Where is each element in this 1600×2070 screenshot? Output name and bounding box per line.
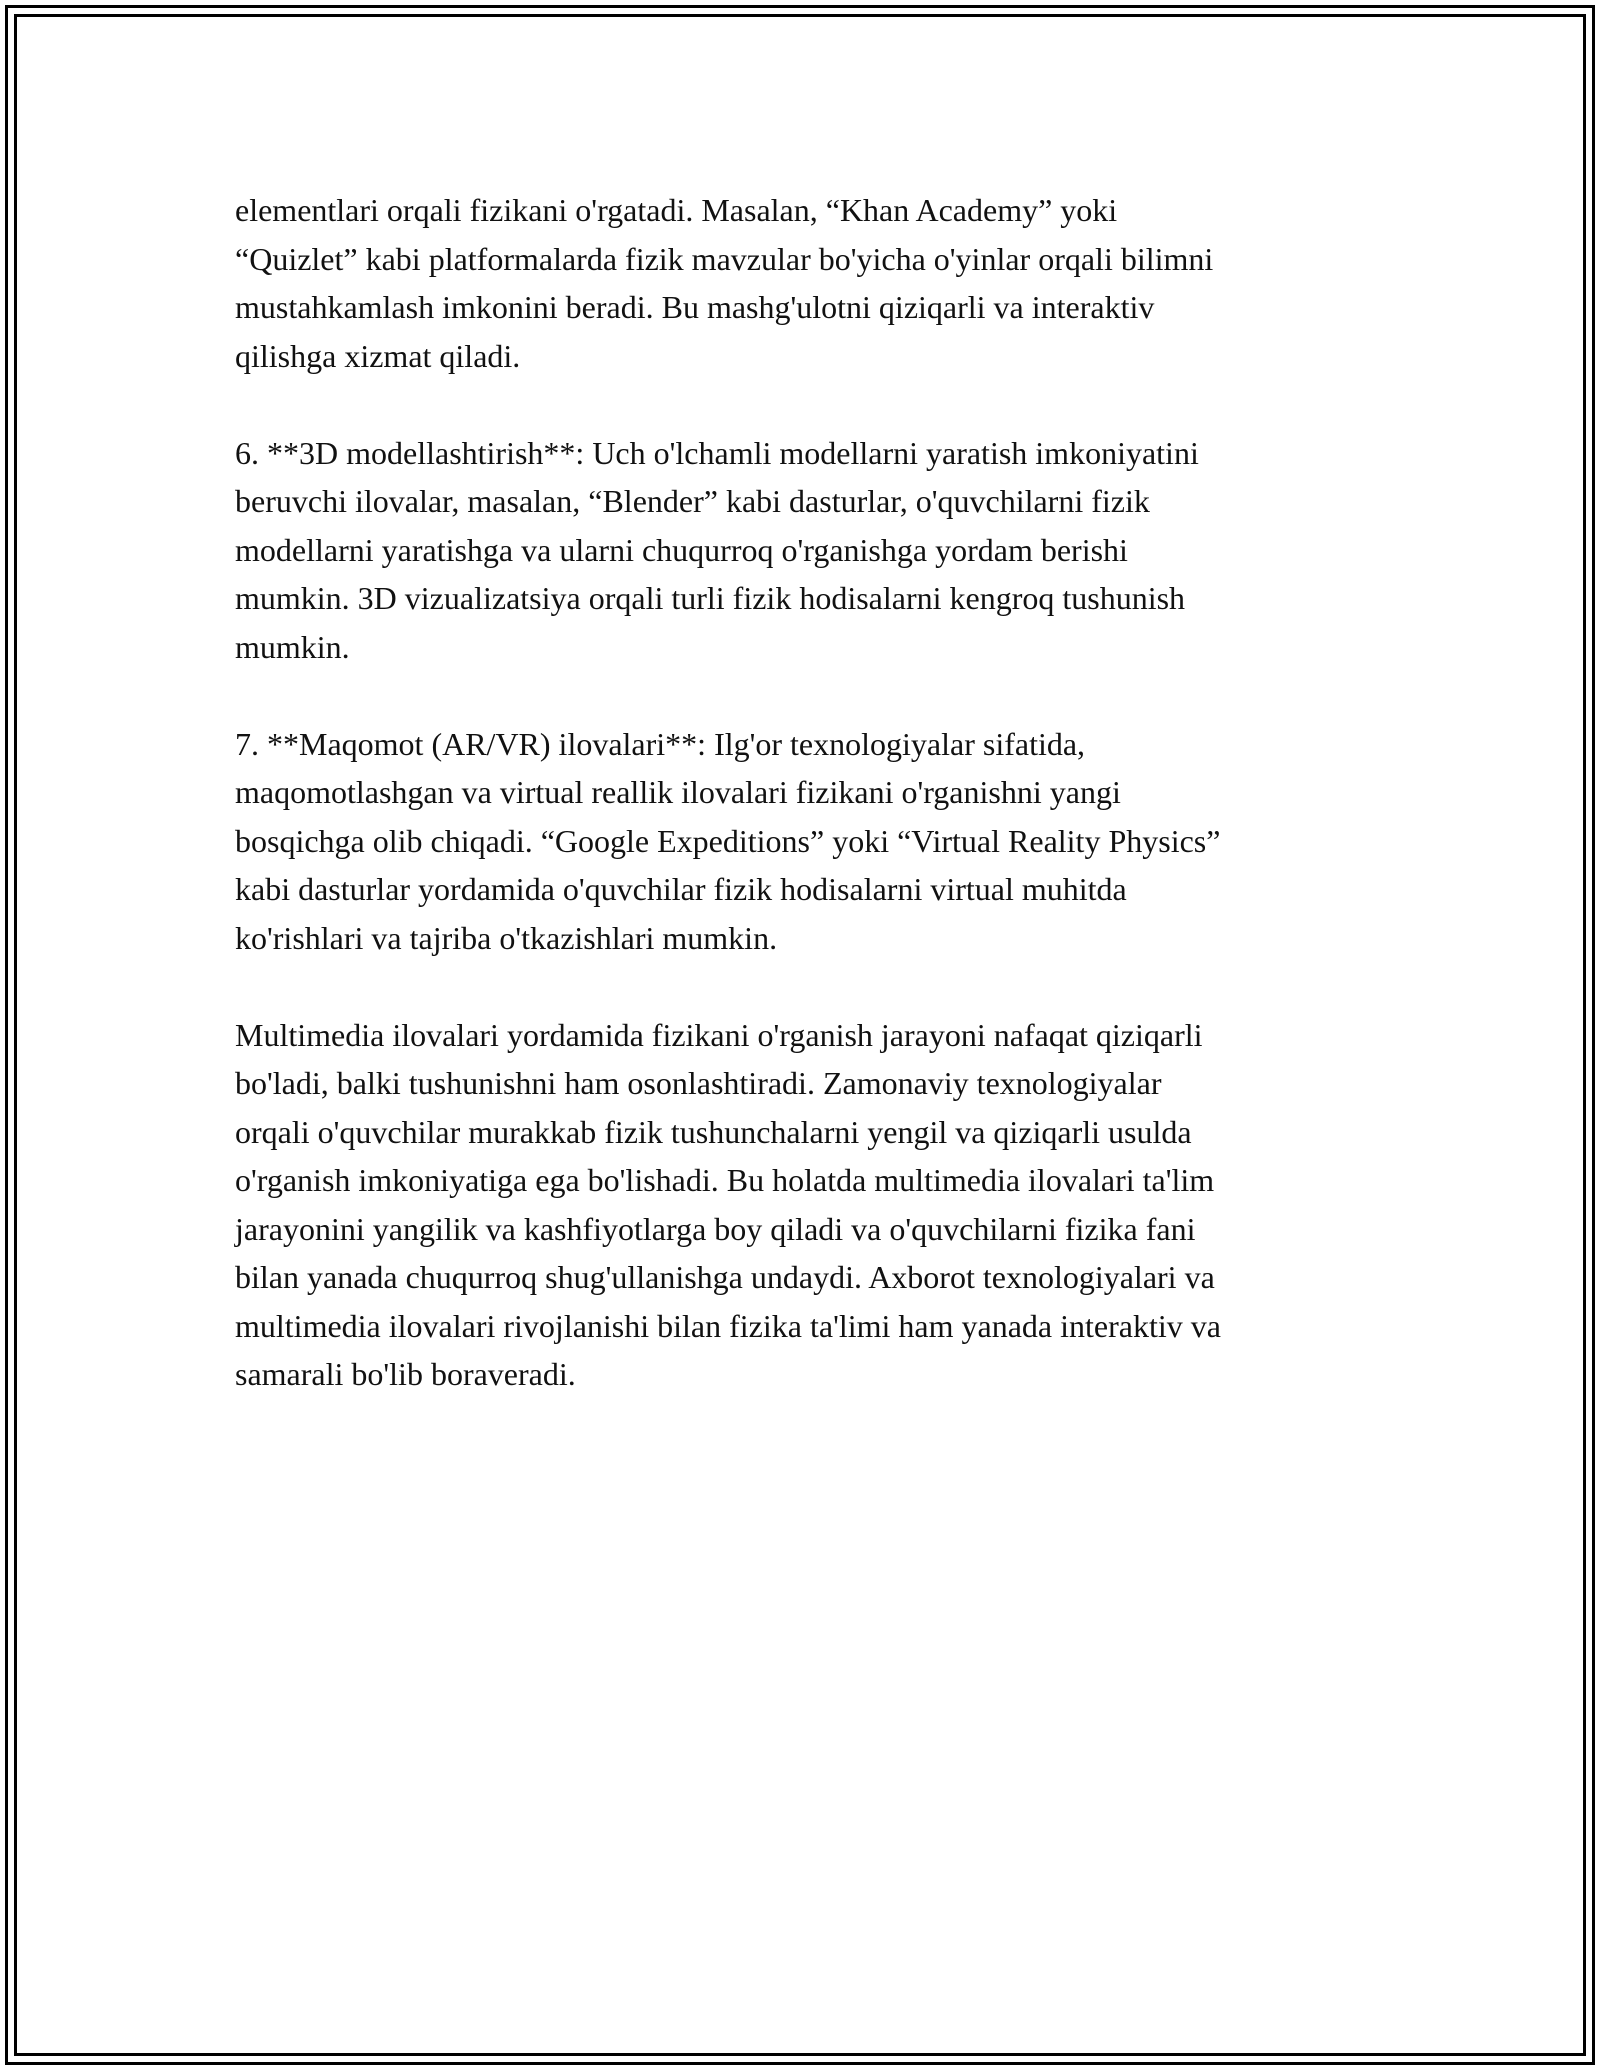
paragraph-ar-vr: 7. **Maqomot (AR/VR) ilovalari**: Ilg'or texnologiyalar sifatida, maqomotlashgan va virtual reallik ilovalari fizikani o'rganishni yangi bosqichga olib chiqadi. “Google Expeditions” yoki “Virtual Reality Physics” kabi dasturlar yordamida o'quvchilar fizik hodisalarni virtual muhitda ko'rishlari va tajriba o'tkazishlari mumkin. [235,725,1221,956]
paragraph-conclusion: Multimedia ilovalari yordamida fizikani o'rganish jarayoni nafaqat qiziqarli bo'ladi, balki tushunishni ham osonlashtiradi. Zamonaviy texnologiyalar orqali o'quvchilar murakkab fizik tushunchalarni yengil va qiziqarli usulda o'rganish imkoniyatiga ega bo'lishadi. Bu holatda multimedia ilovalari ta'lim jarayonini yangilik va kashfiyotlarga boy qiladi va o'quvchilarni fizika fani bilan yanada chuqurroq shug'ullanishga undaydi. Axborot texnologiyalari va multimedia ilovalari rivojlanishi bilan fizika ta'limi ham yanada interaktiv va samarali bo'lib boraveradi. [235,1016,1221,1392]
document-body [235,186,1375,1447]
paragraph-3d-modeling: 6. **3D modellashtirish**: Uch o'lchamli modellarni yaratish imkoniyatini beruvchi ilovalar, masalan, “Blender” kabi dasturlar, o'quvchilarni fizik modellarni yaratishga va ularni chuqurroq o'rganishga yordam berishi mumkin. 3D vizualizatsiya orqali turli fizik hodisalarni kengroq tushunish mumkin. [235,434,1199,665]
paragraph-gamification: elementlari orqali fizikani o'rgatadi. Masalan, “Khan Academy” yoki “Quizlet” kabi platformalarda fizik mavzular bo'yicha o'yinlar orqali bilimni mustahkamlash imkonini beradi. Bu mashg'ulotni qiziqarli va interaktiv qilishga xizmat qiladi. [235,192,1214,374]
